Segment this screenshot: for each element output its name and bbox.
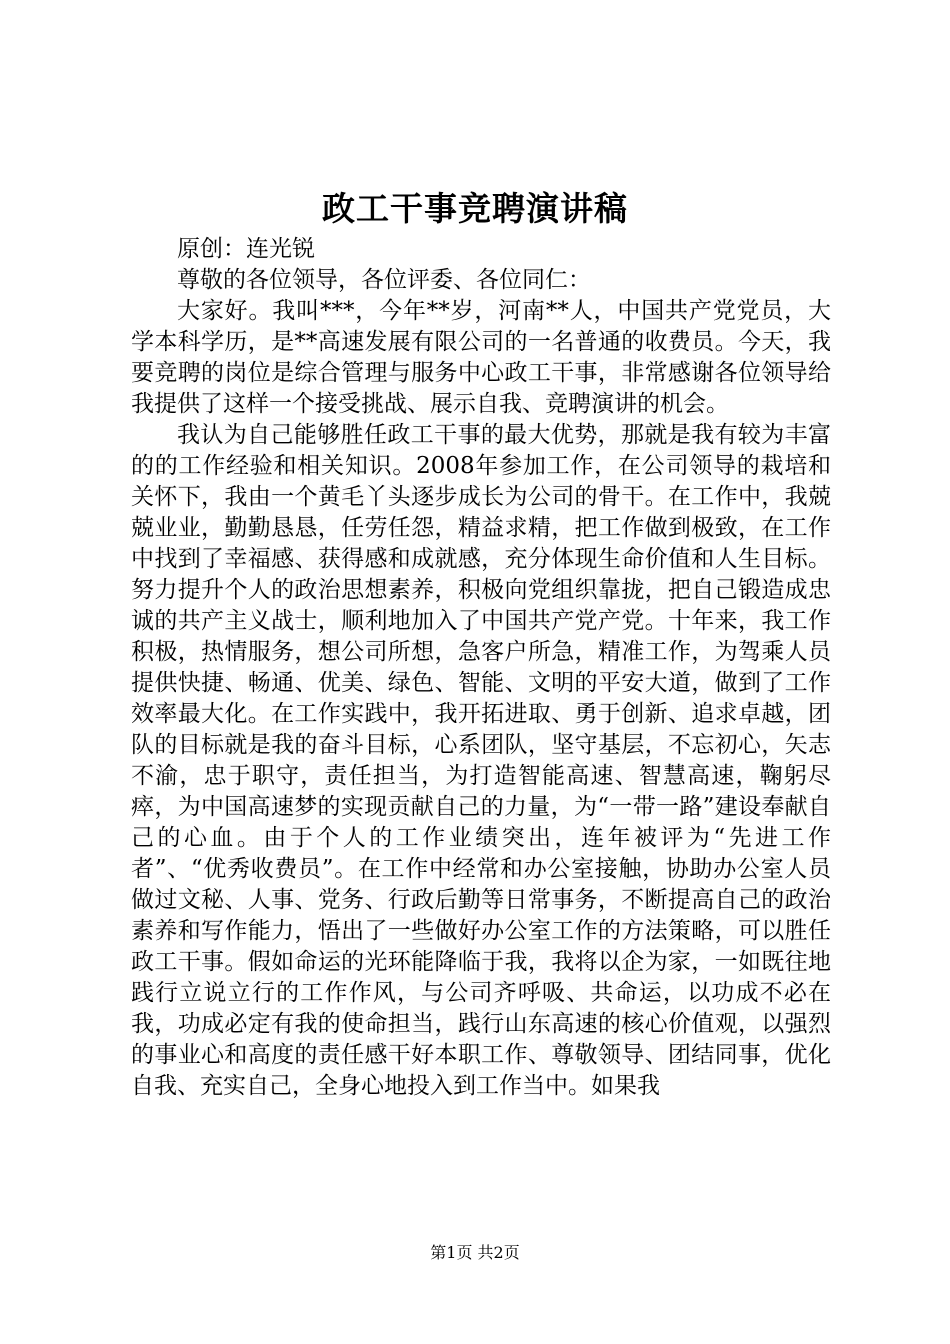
author-line: 原创：连光锐 xyxy=(177,236,315,262)
paragraph-advantages: 我认为自己能够胜任政工干事的最大优势，那就是我有较为丰富的的工作经验和相关知识。2008年参加工作，在公司领导的栽培和关怀下，我由一个黄毛丫头逐步成长为公司的骨干。在工作中，我兢兢业业，勤勤恳恳，任劳任怨，精益求精，把工作做到极致，在工作中找到了幸福感、获得感和成就感，充分体现生命价值和人生目标。努力提升个人的政治思想素养，积极向党组织靠拢，把自己锻造成忠诚的共产主义战士，顺利地加入了中国共产党产党。十年来，我工作积极，热情服务，想公司所想，急客户所急，精准工作，为驾乘人员提供快捷、畅通、优美、绿色、智能、文明的平安大道，做到了工作效率最大化。在工作实践中，我开拓进取、勇于创新、追求卓越，团队的目标就是我的奋斗目标，心系团队，坚守基层，不忘初心，矢志不渝，忠于职守，责任担当，为打造智能高速、智慧高速，鞠躬尽瘁，为中国高速梦的实现贡献自己的力量，为“一带一路”建设奉献自己的心血。由于个人的工作业绩突出，连年被评为“先进工作者”、“优秀收费员”。在工作中经常和办公室接触，协助办公室人员做过文秘、人事、党务、行政后勤等日常事务，不断提高自己的政治素养和写作能力，悟出了一些做好办公室工作的方法策略，可以胜任政工干事。假如命运的光环能降临于我，我将以企为家，一如既往地践行立说立行的工作作风，与公司齐呼吸、共命运，以功成不必在我，功成必定有我的使命担当，践行山东高速的核心价值观，以强烈的事业心和高度的责任感干好本职工作、尊敬领导、团结同事，优化自我、充实自己，全身心地投入到工作当中。如果我 xyxy=(131,422,831,1099)
paragraph-intro: 大家好。我叫***，今年**岁，河南**人，中国共产党党员，大学本科学历，是**高速发展有限公司的一名普通的收费员。今天，我要竞聘的岗位是综合管理与服务中心政工干事，非常感谢各位领导给我提供了这样一个接受挑战、展示自我、竞聘演讲的机会。 xyxy=(131,298,831,417)
page-footer: 第1页 共2页 xyxy=(430,1243,520,1262)
greeting-line: 尊敬的各位领导，各位评委、各位同仁： xyxy=(177,267,591,293)
document-title: 政工干事竞聘演讲稿 xyxy=(322,189,628,228)
document-body xyxy=(131,234,831,1102)
